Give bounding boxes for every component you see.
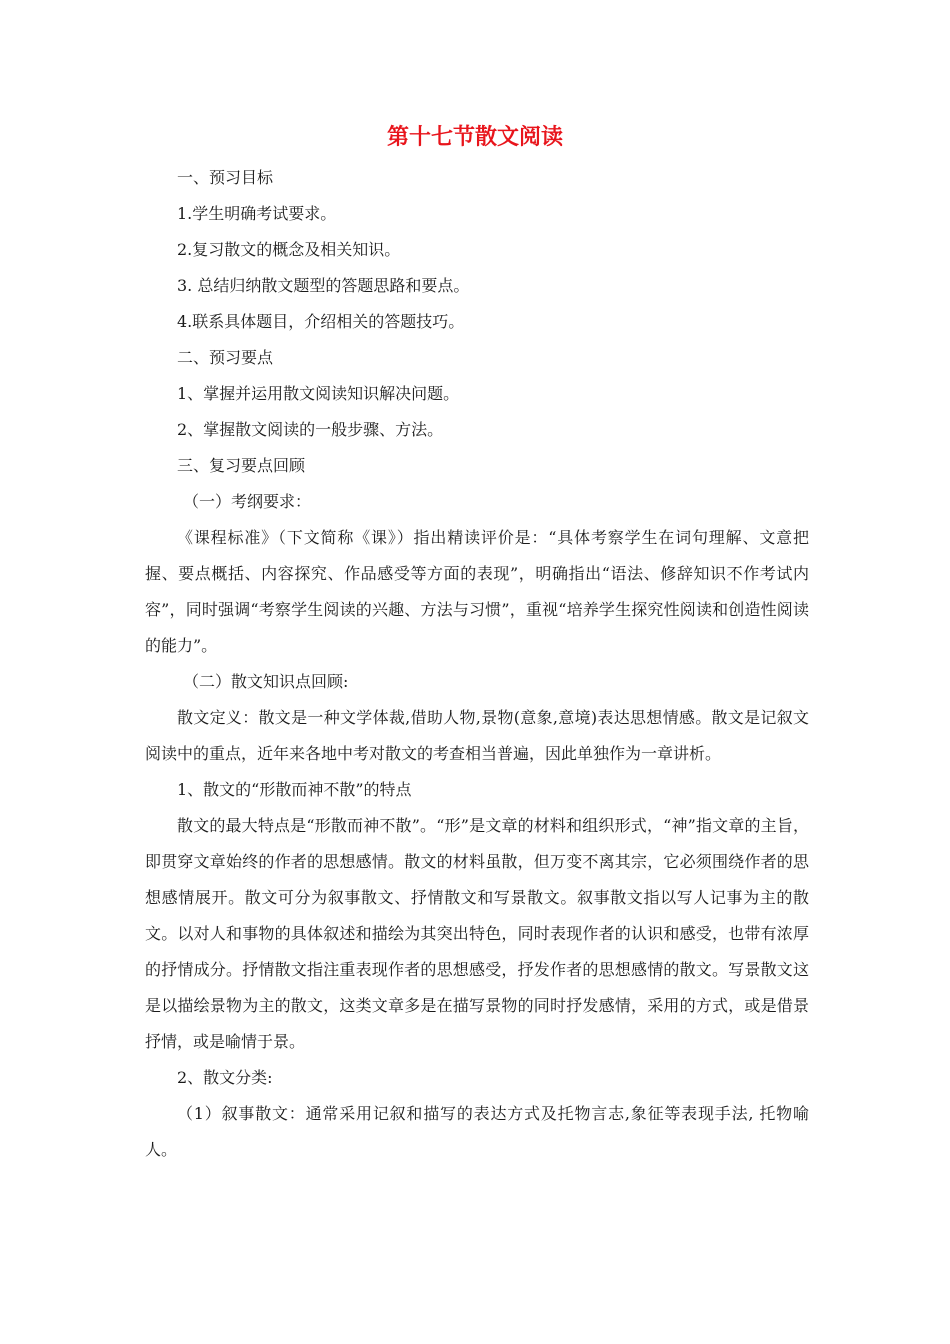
list-item: 1、掌握并运用散文阅读知识解决问题。	[177, 384, 460, 403]
list-item: 2.复习散文的概念及相关知识。	[177, 240, 401, 259]
subheading-knowledge-review: （二）散文知识点回顾:	[183, 672, 349, 691]
list-item: 4.联系具体题目，介绍相关的答题技巧。	[177, 312, 465, 331]
list-item: 3. 总结归纳散文题型的答题思路和要点。	[177, 276, 470, 295]
body-paragraph: （1）叙事散文：通常采用记叙和描写的表达方式及托物言志,象征等表现手法, 托物喻人。	[145, 1104, 809, 1159]
document-body	[145, 160, 809, 1168]
document-title: 第十七节散文阅读	[386, 125, 563, 150]
body-paragraph: 散文定义：散文是一种文学体裁,借助人物,景物(意象,意境)表达思想情感。散文是记叙文阅读中的重点，近年来各地中考对散文的考查相当普遍，因此单独作为一章讲析。	[145, 708, 809, 763]
list-item: 2、掌握散文阅读的一般步骤、方法。	[177, 420, 444, 439]
section-heading: 1、散文的“形散而神不散”的特点	[177, 780, 412, 799]
heading-preview-goals: 一、预习目标	[177, 168, 274, 187]
body-paragraph: 《课程标准》（下文简称《课》）指出精读评价是：“具体考察学生在词句理解、文意把握、要点概括、内容探究、作品感受等方面的表现”，明确指出“语法、修辞知识不作考试内容”，同时强调“考察学生阅读的兴趣、方法与习惯”，重视“培养学生探究性阅读和创造性阅读的能力”。	[145, 528, 809, 655]
heading-preview-points: 二、预习要点	[177, 348, 274, 367]
section-heading: 2、散文分类:	[177, 1068, 273, 1087]
list-item: 1.学生明确考试要求。	[177, 204, 337, 223]
body-paragraph: 散文的最大特点是“形散而神不散”。“形”是文章的材料和组织形式，“神”指文章的主旨，即贯穿文章始终的作者的思想感情。散文的材料虽散，但万变不离其宗，它必须围绕作者的思想感情展开。散文可分为叙事散文、抒情散文和写景散文。叙事散文指以写人记事为主的散文。以对人和事物的具体叙述和描绘为其突出特色，同时表现作者的认识和感受，也带有浓厚的抒情成分。抒情散文指注重表现作者的思想感受，抒发作者的思想感情的散文。写景散文这是以描绘景物为主的散文，这类文章多是在描写景物的同时抒发感情，采用的方式，或是借景抒情，或是喻情于景。	[145, 816, 809, 1051]
subheading-exam-requirements: （一）考纲要求：	[183, 492, 312, 511]
heading-review-points: 三、复习要点回顾	[177, 456, 306, 475]
